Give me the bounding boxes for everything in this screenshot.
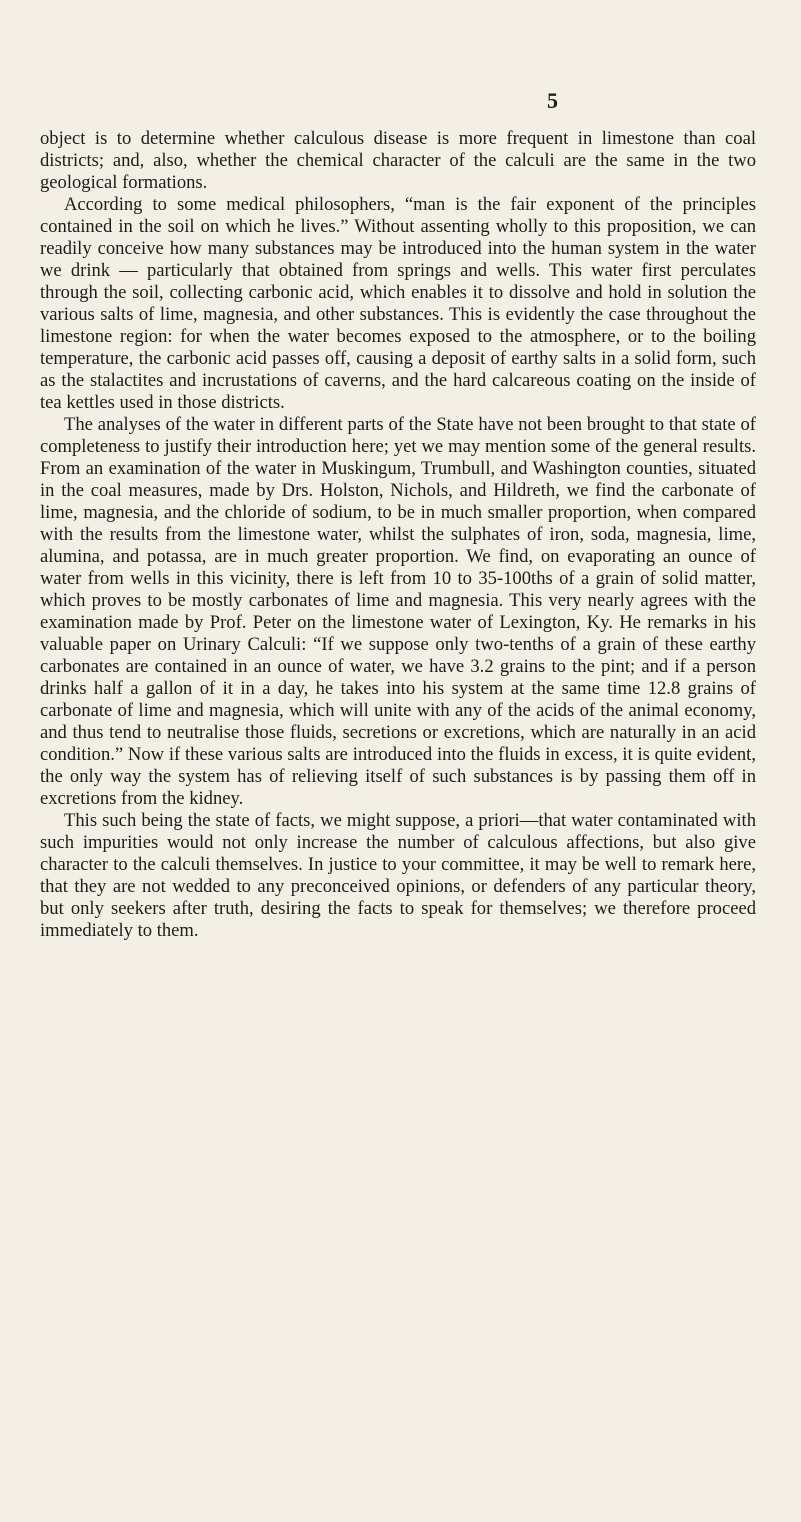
- paragraph-analyses: The analyses of the water in different parts of the State have not been brought to that state of completeness to justify their introduction here; yet we may mention some of the general results. From an examination of the water in Muskingum, Trumbull, and Washington counties, situated in the coal measures, made by Drs. Holston, Nichols, and Hildreth, we find the carbonate of lime, magnesia, and the chloride of sodium, to be in much smaller proportion, when compared with the results from the limestone water, whilst the sulphates of iron, soda, magnesia, lime, alumina, and potassa, are in much greater proportion. We find, on evaporating an ounce of water from wells in this vicinity, there is left from 10 to 35-100ths of a grain of solid matter, which proves to be mostly carbonates of lime and magnesia. This very nearly agrees with the examination made by Prof. Peter on the limestone water of Lexington, Ky. He remarks in his valuable paper on Urinary Calculi: “If we suppose only two-tenths of a grain of these earthy carbonates are contained in an ounce of water, we have 3.2 grains to the pint; and if a person drinks half a gallon of it in a day, he takes into his system at the same time 12.8 grains of carbonate of lime and magnesia, which will unite with any of the acids of the animal economy, and thus tend to neutralise those fluids, secretions or excretions, which are naturally in an acid condition.” Now if these various salts are introduced into the fluids in excess, it is quite evident, the only way the system has of relieving itself of such substances is by passing them off in excretions from the kidney.: [40, 414, 756, 809]
- paragraph-philosophers: According to some medical philosophers, “man is the fair exponent of the principles contained in the soil on which he lives.” Without assenting wholly to this proposition, we can readily conceive how many substances may be introduced into the human system in the water we drink — particularly that obtained from springs and wells. This water first perculates through the soil, collecting carbonic acid, which enables it to dissolve and hold in solution the various salts of lime, magnesia, and other substances. This is evidently the case throughout the limestone region: for when the water becomes exposed to the atmosphere, or to the boiling temperature, the carbonic acid passes off, causing a deposit of earthy salts in a solid form, such as the stalactites and incrustations of caverns, and the hard calcareous coating on the inside of tea kettles used in those districts.: [40, 194, 756, 413]
- paragraph-intro: object is to determine whether calculous disease is more frequent in limestone than coal districts; and, also, whether the chemical character of the calculi are the same in the two geological formations.: [40, 128, 756, 193]
- paragraph-conclusion: This such being the state of facts, we might suppose, a priori—that water contaminated with such impurities would not only increase the number of calculous affections, but also give character to the calculi themselves. In justice to your committee, it may be well to remark here, that they are not wedded to any preconceived opinions, or defenders of any particular theory, but only seekers after truth, desiring the facts to speak for themselves; we therefore proceed immediately to them.: [40, 810, 756, 941]
- body-text: [40, 128, 756, 942]
- page-number: 5: [547, 88, 558, 113]
